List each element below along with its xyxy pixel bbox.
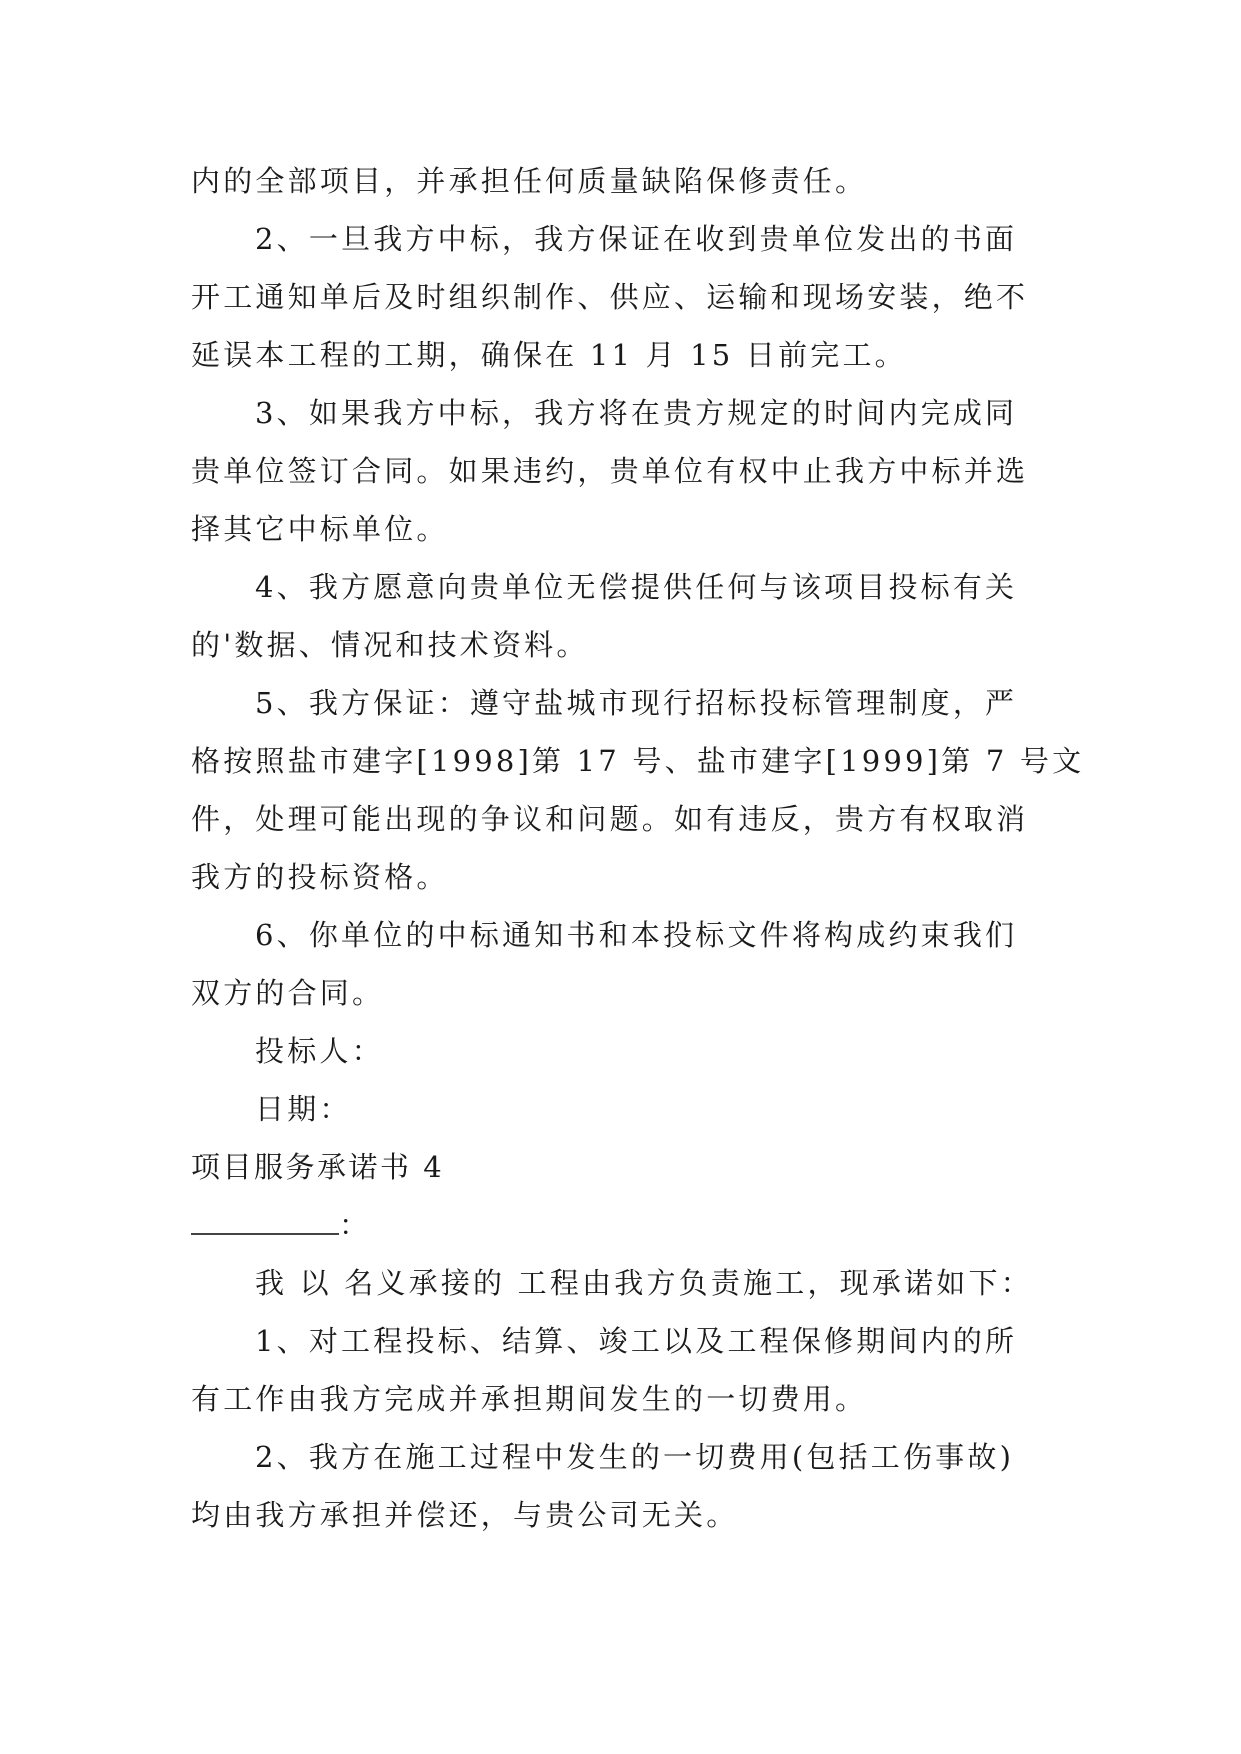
text-line: 有工作由我方完成并承担期间发生的一切费用。: [191, 1382, 868, 1416]
bidder-label: 投标人：: [255, 1034, 384, 1068]
text-line: 4、我方愿意向贵单位无偿提供任何与该项目投标有关: [255, 570, 1018, 604]
text-line: 择其它中标单位。: [191, 512, 449, 546]
text-line: 5、我方保证：遵守盐城市现行招标投标管理制度，严: [255, 686, 1018, 720]
text-line: 件，处理可能出现的争议和问题。如有违反，贵方有权取消: [191, 802, 1029, 836]
text-line: 双方的合同。: [191, 976, 385, 1010]
text-line: 2、一旦我方中标，我方保证在收到贵单位发出的书面: [255, 222, 1018, 256]
date-label: 日期：: [255, 1092, 352, 1126]
text-line: 3、如果我方中标，我方将在贵方规定的时间内完成同: [255, 396, 1018, 430]
addressee-colon: ：: [339, 1208, 372, 1242]
text-line: 我方的投标资格。: [191, 860, 449, 894]
text-line: 6、你单位的中标通知书和本投标文件将构成约束我们: [255, 918, 1018, 952]
addressee-line: [191, 1196, 1053, 1254]
text-line: 格按照盐市建字[1998]第 17 号、盐市建字[1999]第 7 号文: [191, 744, 1085, 778]
text-line: 延误本工程的工期，确保在 11 月 15 日前完工。: [191, 338, 907, 372]
text-line: 均由我方承担并偿还，与贵公司无关。: [191, 1498, 739, 1532]
text-line: 的'数据、情况和技术资料。: [191, 628, 589, 662]
text-line: 开工通知单后及时组织制作、供应、运输和现场安装，绝不: [191, 280, 1029, 314]
text-line: 2、我方在施工过程中发生的一切费用(包括工伤事故): [255, 1440, 1015, 1474]
text-line: 我 以 名义承接的 工程由我方负责施工，现承诺如下：: [255, 1266, 1033, 1300]
addressee-blank: [191, 1203, 339, 1235]
section-title: 项目服务承诺书 4: [191, 1150, 445, 1184]
text-line: 1、对工程投标、结算、竣工以及工程保修期间内的所: [255, 1324, 1018, 1358]
document-page: [191, 152, 1085, 1544]
text-line: 内的全部项目，并承担任何质量缺陷保修责任。: [191, 164, 868, 198]
text-line: 贵单位签订合同。如果违约，贵单位有权中止我方中标并选: [191, 454, 1029, 488]
